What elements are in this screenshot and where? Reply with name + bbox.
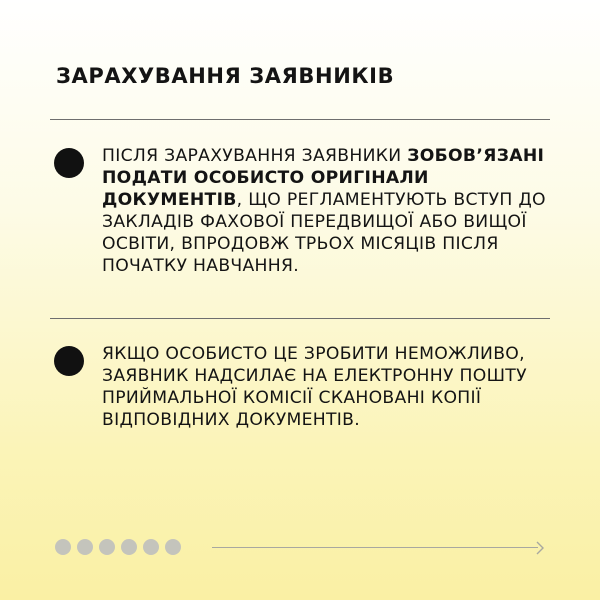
list-item bbox=[54, 145, 550, 277]
carousel-pagination bbox=[55, 539, 181, 555]
progress-line bbox=[212, 547, 538, 548]
bullet-dot-icon bbox=[54, 346, 84, 376]
list-item bbox=[54, 343, 550, 431]
pagination-dot[interactable] bbox=[55, 539, 71, 555]
divider-middle bbox=[50, 318, 550, 319]
pagination-dot[interactable] bbox=[121, 539, 137, 555]
divider-top bbox=[50, 119, 550, 120]
arrow-right-icon[interactable] bbox=[535, 541, 545, 555]
pagination-dot[interactable] bbox=[77, 539, 93, 555]
text-run: ПІСЛЯ ЗАРАХУВАННЯ ЗАЯВНИКИ bbox=[102, 146, 408, 166]
paragraph-text bbox=[102, 145, 550, 277]
text-run: , ЩО РЕГЛАМЕНТУЮТЬ ВСТУП ДО ЗАКЛАДІВ ФАХОВОЇ ПЕРЕДВИЩОЇ АБО ВИЩОЇ ОСВІТИ, ВПРОДОВЖ ТРЬОХ МІСЯЦІВ ПІСЛЯ ПОЧАТКУ НАВЧАННЯ. bbox=[102, 190, 546, 276]
pagination-dot[interactable] bbox=[143, 539, 159, 555]
pagination-dot[interactable] bbox=[99, 539, 115, 555]
bold-text-run: ЗОБОВ’ЯЗАНІ ПОДАТИ ОСОБИСТО ОРИГІНАЛИ ДОКУМЕНТІВ bbox=[102, 146, 545, 210]
page-title: ЗАРАХУВАННЯ ЗАЯВНИКІВ bbox=[56, 64, 395, 88]
text-run: ЯКЩО ОСОБИСТО ЦЕ ЗРОБИТИ НЕМОЖЛИВО, ЗАЯВНИК НАДСИЛАЄ НА ЕЛЕКТРОННУ ПОШТУ ПРИЙМАЛЬНОЇ КОМІСІЇ СКАНОВАНІ КОПІЇ ВІДПОВІДНИХ ДОКУМЕНТІВ. bbox=[102, 344, 527, 430]
pagination-dot[interactable] bbox=[165, 539, 181, 555]
paragraph-text bbox=[102, 343, 550, 431]
bullet-dot-icon bbox=[54, 148, 84, 178]
